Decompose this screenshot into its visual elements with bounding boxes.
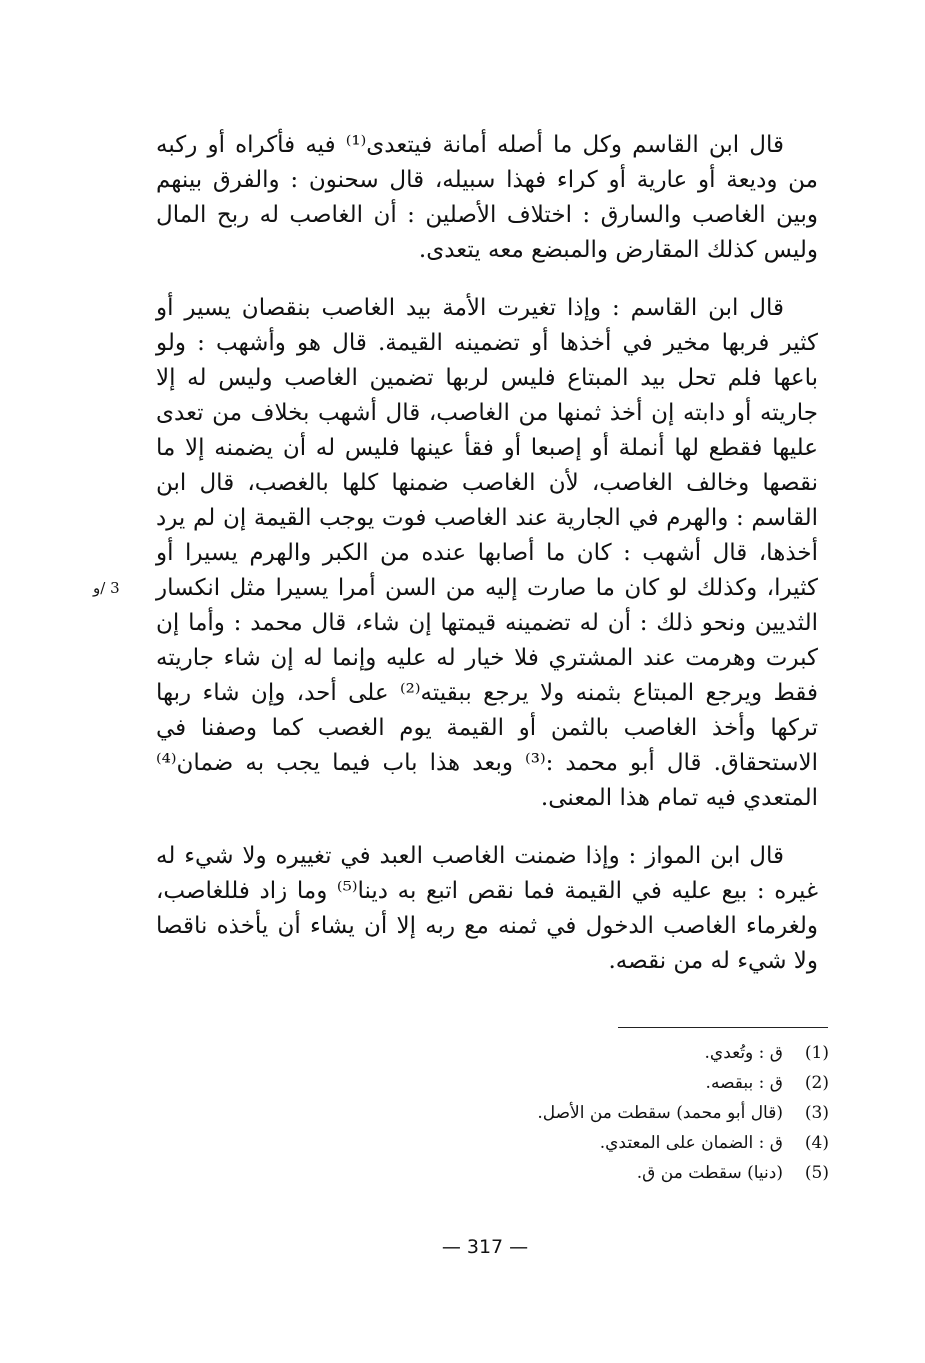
paragraph: قال ابن القاسم وكل ما أصله أمانة فيتعدى⁽¹⁾ فيه فأكراه أو ركبه من وديعة أو عارية أو كراء فهذا سبيله، قال سحنون : والفرق بينهم وبين الغاصب والسارق : اختلاف الأصلين : أن الغاصب له ربح المال وليس كذلك المقارض والمبضع معه يتعدى. (156, 132, 818, 263)
footnote-number: (2) (804, 1073, 829, 1093)
page-number: — 317 — (441, 1236, 529, 1258)
footnote-number: (5) (804, 1163, 829, 1183)
footnote-number: (1) (804, 1043, 829, 1063)
margin-folio-note: 3 /و (93, 579, 120, 597)
footnote (309, 1128, 829, 1158)
footnotes (309, 1038, 829, 1188)
footnote-text: (دنيا) سقطت من ق. (636, 1163, 783, 1183)
footnote (309, 1158, 829, 1188)
footnote (309, 1068, 829, 1098)
footnote-text: ق : الضمان على المعتدي. (599, 1133, 783, 1153)
footnote-number: (4) (804, 1133, 829, 1153)
footnote-text: ق : وتُعدي. (704, 1043, 783, 1063)
footnote (309, 1038, 829, 1068)
footnote (309, 1098, 829, 1128)
main-text (156, 128, 818, 1002)
footnote-divider (618, 1027, 828, 1028)
footnote-text: (قال أبو محمد) سقطت من الأصل. (537, 1103, 783, 1123)
paragraph: قال ابن القاسم : وإذا تغيرت الأمة بيد الغاصب بنقصان يسير أو كثير فربها مخير في أخذها أو تضمينه القيمة. قال هو وأشهب : ولو باعها فلم تحل بيد المبتاع فليس لربها تضمين الغاصب وليس له إلا جاريته أو دابته إن أخذ ثمنها من الغاصب، قال أشهب بخلاف من تعدى عليها فقطع لها أنملة أو إصبعا أو فقأ عينها فليس له أن يضمنه إلا ما نقصها وخالف الغاصب، لأن الغاصب ضمنها كلها بالغصب، قال ابن القاسم : والهرم في الجارية عند الغاصب فوت يوجب القيمة إن لم يرد أخذها، قال أشهب : كان ما أصابها عنده من الكبر والهرم يسيرا أو كثيرا، وكذلك لو كان ما صارت إليه من السن أمرا يسيرا مثل انكسار الثديين ونحو ذلك : أن له تضمينه قيمتها إن شاء، قال محمد : وأما إن كبرت وهرمت عند المشتري فلا خيار له عليه وإنما له إن شاء جاريته فقط ويرجع المبتاع بثمنه ولا يرجع ببقيته⁽²⁾ على أحد، وإن شاء ربها تركها وأخذ الغاصب بالثمن أو القيمة يوم الغصب كما وصفنا في الاستحقاق. قال أبو محمد :⁽³⁾ وبعد هذا باب فيما يجب به ضمان⁽⁴⁾ المتعدي فيه تمام هذا المعنى. (156, 295, 818, 811)
footnote-number: (3) (804, 1103, 829, 1123)
footnote-text: ق : ببقصه. (705, 1073, 783, 1093)
paragraph: قال ابن المواز : وإذا ضمنت الغاصب العبد في تغييره ولا شيء له غيره : بيع عليه في القيمة فما نقص اتبع به دينا⁽⁵⁾ وما زاد فللغاصب، ولغرماء الغاصب الدخول في ثمنه مع ربه إلا أن يشاء أن يأخذه ناقصا ولا شيء له من نقصه. (156, 843, 818, 974)
